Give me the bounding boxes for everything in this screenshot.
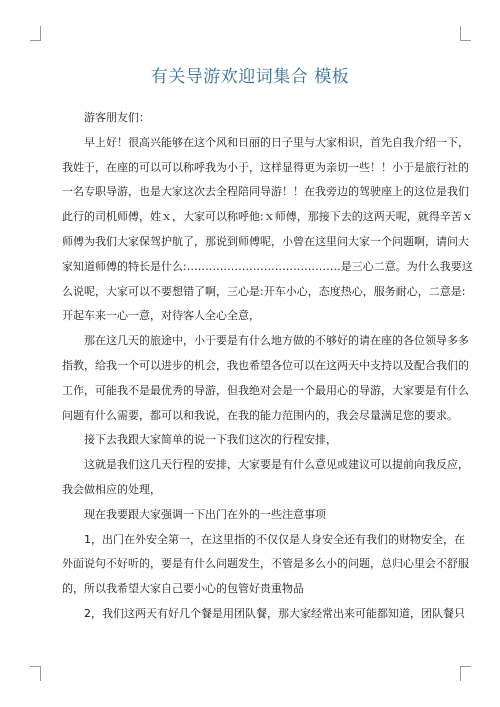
paragraph-line: 早上好！很高兴能够在这个风和日丽的日子里与大家相识，首先自我介绍一下， [84,135,469,149]
paragraph-line: 么说呢，大家可以不要想错了啊，三心是:开车小心，态度热心，服务耐心，二意是: [62,284,466,298]
paragraph-line: 的，所以我希望大家自己要小心的包管好贵重物品 [62,582,304,596]
paragraph-line: 2，我们这两天有好几个餐是用团队餐，那大家经常出来可能都知道，团队餐只 [84,606,465,620]
paragraph-line: 那在这几天的旅途中，小于要是有什么地方做的不够好的请在座的各位领导多多 [84,334,469,348]
paragraph-line: 1，出门在外安全第一，在这里指的不仅仅是人身安全还有我们的财物安全，在 [84,532,465,546]
body-paragraph [62,503,438,528]
paragraph-line: 外面说句不好听的，要是有什么问题发生，不管是多么小的问题，总归心里会不舒服 [62,557,469,571]
paragraph-line: 师傅为我们大家保驾护航了，那说到师傅呢，小曾在这里问大家一个问题啊，请问大 [62,234,469,248]
paragraph-line: 此行的司机师傅，姓ｘ，大家可以称呼他:ｘ师傅，那接下去的这两天呢，就得辛苦ｘ [62,210,473,224]
paragraph-line: 指教，给我一个可以进步的机会，我也希望各位可以在这两天中支持以及配合我们的 [62,358,469,372]
crop-mark-bottom-left [30,666,41,681]
body-paragraph [62,528,469,602]
document-body [62,106,473,627]
body-paragraph [62,131,473,329]
paragraph-line: 接下去我跟大家简单的说一下我们这次的行程安排， [84,433,337,447]
greeting: 游客朋友们： [84,111,150,124]
crop-mark-bottom-right [460,666,471,681]
paragraph-line: 我会做相应的处理， [62,482,161,496]
paragraph-line: 我姓于，在座的可以可以称呼我为小于，这样显得更为亲切一些！！小于是旅行社的 [62,160,469,174]
paragraph-line: 开起车来一心一意，对待客人全心全意， [62,309,260,323]
paragraph-line: 现在我要跟大家强调一下出门在外的一些注意事项 [84,507,326,521]
body-paragraph [62,428,438,453]
paragraph-line: 工作，可能我不是最优秀的导游，但我绝对会是一个最用心的导游，大家要是有什么 [62,383,469,397]
paragraph-line: 家知道师傅的特长是什么:……………………………………是三心二意。为什么我要这 [62,259,473,273]
crop-mark-top-left [30,26,41,41]
paragraph-line: 问题有什么需要，都可以和我说，在我的能力范围内的，我会尽量满足您的要求。 [62,408,458,422]
paragraph-line: 一名专职导游，也是大家这次去全程陪同导游！！在我旁边的驾驶座上的这位是我们 [62,185,469,199]
body-paragraph [62,602,465,627]
body-paragraph [62,329,469,428]
body-paragraph [62,453,469,503]
paragraph-line: 这就是我们这几天行程的安排，大家要是有什么意见或建议可以提前向我反应， [84,458,469,472]
document-title: 有关导游欢迎词集合 模板 [150,67,350,87]
crop-mark-top-right [460,26,471,41]
